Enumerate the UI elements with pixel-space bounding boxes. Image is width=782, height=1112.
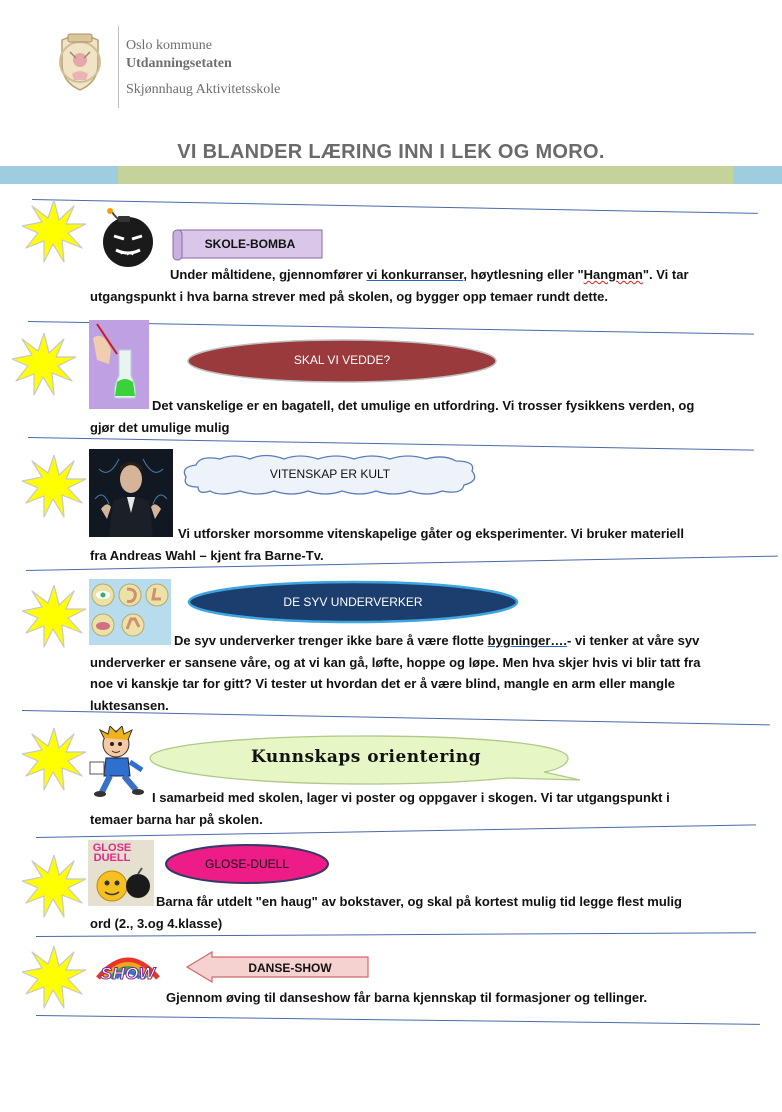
org-department: Utdanningsetaten (126, 56, 232, 71)
label-glose-duell (164, 843, 330, 885)
star-icon (22, 200, 86, 264)
glose-duell-icon-text: GLOSE DUELL (92, 842, 132, 864)
label-skole-bomba (172, 228, 324, 262)
separator-line (36, 1015, 760, 1025)
text-part: , høytlesning eller " (463, 267, 584, 282)
label-danse-show (186, 951, 370, 983)
header-band-right (733, 166, 782, 184)
org-name: Oslo kommune (126, 38, 212, 53)
label-text: GLOSE-DUELL (204, 857, 290, 871)
label-text: VITENSKAP ER KULT (269, 467, 391, 481)
section-text-skal-vi-vedde: Det vanskelige er en bagatell, det umulige en utfordring. Vi trosser fysikkens verden, og gjør det umulige mulig (90, 398, 695, 435)
section-text-skole-bomba (90, 264, 710, 307)
header-band-left (0, 166, 118, 184)
label-skal-vi-vedde (186, 338, 498, 384)
star-icon (22, 585, 86, 649)
label-text: Kunnskaps orientering (251, 747, 481, 767)
header-divider (118, 26, 119, 108)
text-part: - vi tenker at våre syv underverker er sansene våre, og at vi kan gå, løfte, hoppe og løpe. Men hva skjer hvis vi blir tatt fra noe vi kanskje tar for gitt? Vi tester ut hvordan det er å være blind, mangle en arm eller mangle luktesansen. (90, 633, 701, 713)
section-text-glose-duell: Barna får utdelt "en haug" av bokstaver, og skal på kortest mulig tid legge flest mulig ord (2., 3.og 4.klasse) (90, 894, 682, 931)
text-part: ". Vi tar utgangspunkt i hva barna strever med på skolen, og bygger opp temaer rundt dette. (90, 267, 689, 304)
label-vitenskap-er-kult (180, 453, 480, 497)
section-text-vitenskap: Vi utforsker morsomme vitenskapelige gåter og eksperimenter. Vi bruker materiell fra Andreas Wahl – kjent fra Barne-Tv. (90, 526, 685, 563)
text-underlined: bygninger…. (487, 633, 568, 648)
star-icon (22, 728, 86, 792)
label-text: DANSE-SHOW (248, 961, 332, 975)
show-logo-text: SHOW (100, 964, 156, 983)
oslo-coat-of-arms-icon (52, 30, 108, 92)
star-icon (22, 455, 86, 519)
school-name: Skjønnhaug Aktivitetsskole (126, 82, 281, 97)
text-spellcheck: Hangman (583, 267, 643, 282)
section-text-danse-show: Gjennom øving til danseshow får barna kjennskap til formasjoner og tellinger. (166, 990, 648, 1005)
label-kunnskaps-orientering (148, 734, 584, 786)
label-text: SKAL VI VEDDE? (293, 353, 391, 367)
text-part: Under måltidene, gjennomfører (170, 267, 367, 282)
show-logo-icon (90, 948, 166, 992)
header-band-middle (118, 166, 733, 184)
text-underlined: vi konkurranser (366, 267, 464, 282)
star-icon (12, 333, 76, 397)
star-icon (22, 855, 86, 919)
page-title: VI BLANDER LÆRING INN I LEK OG MORO. (177, 141, 605, 163)
section-text-kunnskaps-orientering: I samarbeid med skolen, lager vi poster og oppgaver i skogen. Vi tar utgangspunkt i temaer barna har på skolen. (90, 790, 670, 827)
section-text-syv-underverker (90, 630, 705, 716)
label-text: DE SYV UNDERVERKER (283, 595, 423, 609)
label-de-syv-underverker (187, 580, 519, 624)
star-icon (22, 946, 86, 1010)
bomb-icon (98, 206, 156, 268)
label-text: SKOLE-BOMBA (204, 237, 296, 251)
text-part: De syv underverker trenger ikke bare å være flotte (174, 633, 488, 648)
